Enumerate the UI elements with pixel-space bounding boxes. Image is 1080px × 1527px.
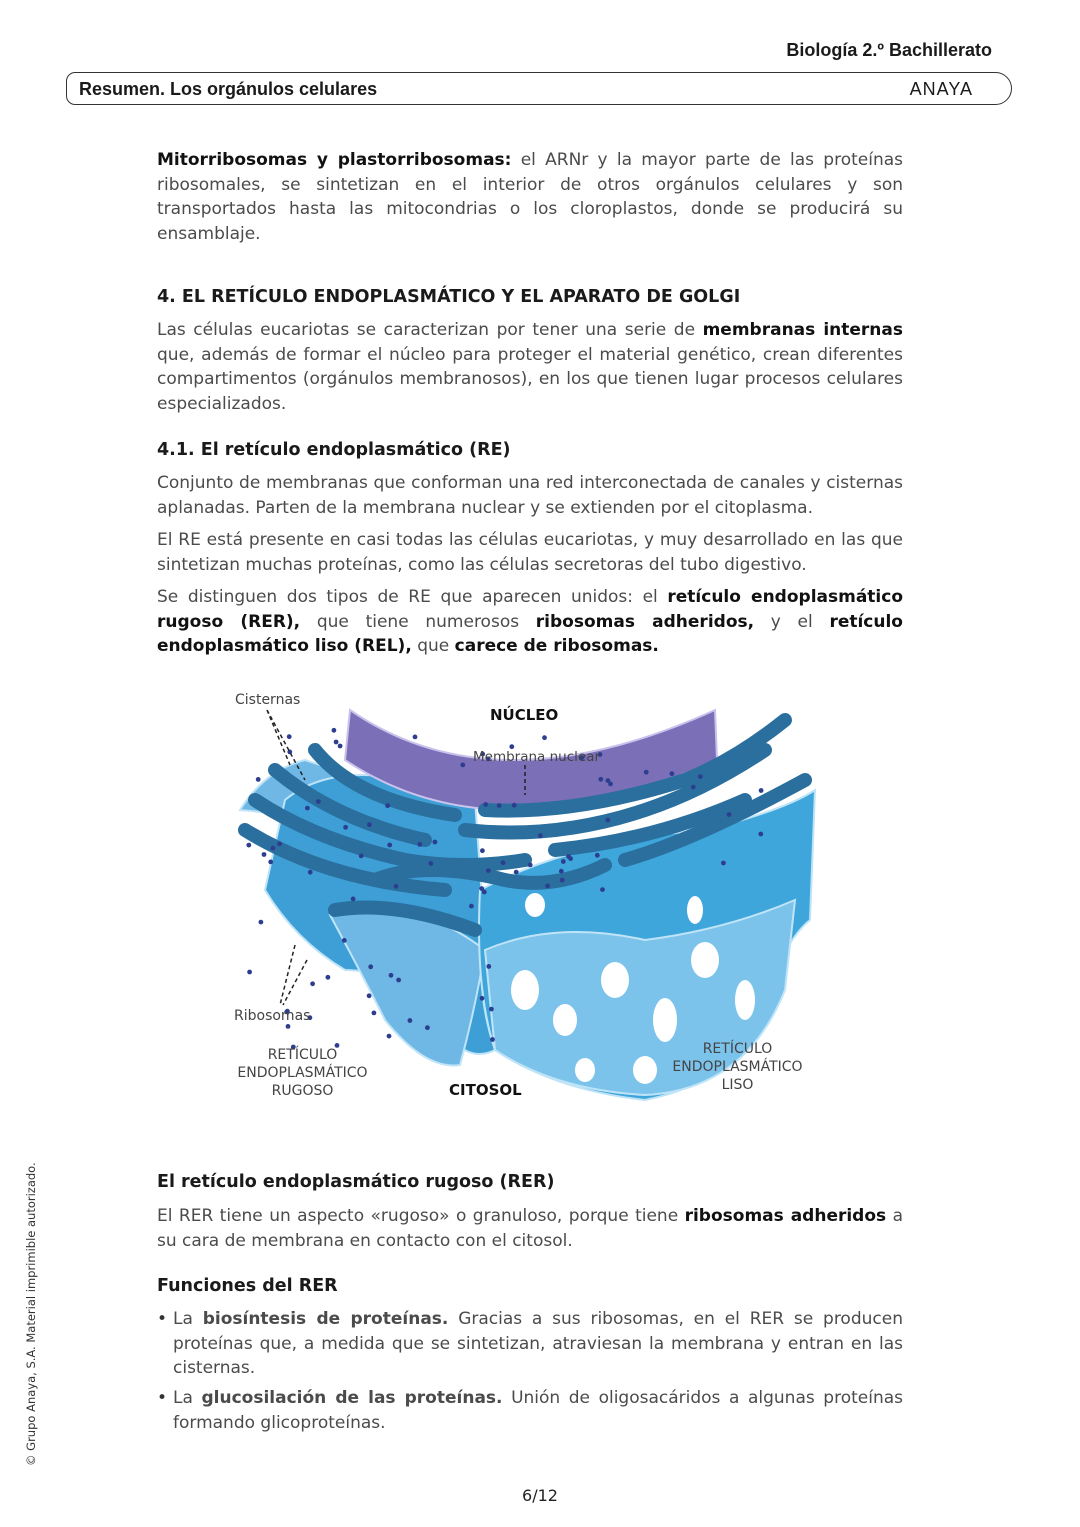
ribosome [413,735,418,740]
ribosome [486,964,491,969]
pore [525,893,545,917]
label-ribosomas: Ribosomas [234,1008,311,1024]
ribosome [490,1037,495,1042]
pore [735,980,755,1020]
ribosome [259,920,264,925]
ribosome [268,860,273,865]
ribosome [595,853,600,858]
text: Se distinguen dos tipos de RE que aparecen unidos: el [157,587,668,607]
ribosome [433,840,438,845]
ribosome [308,870,313,875]
text: Unión de oligosacáridos a algunas proteínas formando glicoproteínas. [173,1388,903,1433]
ribosome [469,904,474,909]
label-citosol: CITOSOL [449,1081,522,1099]
ribosome [359,854,364,859]
page-number: 6/12 [522,1486,558,1505]
ribosome [460,763,465,768]
section-header-bar [66,72,1012,105]
ribosome [670,771,675,776]
label-rer [230,1046,375,1100]
bold-text: retículo endoplasmático rugoso (RER), [157,587,904,632]
ribosome [247,970,252,975]
ribosome [310,981,315,986]
label-rel-line: ENDOPLASMÁTICO [672,1059,803,1075]
bullet-item [157,1307,903,1381]
ribosome [566,854,571,859]
pore [575,1058,595,1082]
paragraph [157,1204,903,1253]
ribosome [528,863,533,868]
ribosome [429,861,434,866]
bold-text: retículo endoplasmático liso (REL), [157,611,903,656]
ribosome [480,996,485,1001]
label-rel-line: LISO [721,1077,754,1093]
text: La [173,1309,203,1329]
text: El RER tiene un aspecto «rugoso» o granuloso, porque tiene [157,1206,685,1226]
section-title: Resumen. Los orgánulos celulares [79,79,378,99]
ribosome [334,740,339,745]
ribosome [605,818,610,823]
ribosome [600,887,605,892]
ribosome [501,860,506,865]
ribosome [486,868,491,873]
ribosome [305,806,310,811]
ribosome [316,799,321,804]
ribosome [542,735,547,740]
ribosome [559,869,564,874]
bold-text: carece de ribosomas. [454,636,659,656]
text: el ARNr y la mayor parte de las proteínas ribosomales, se sintetizan en el interior de otros orgánulos celulares y son transportados hasta las mitocondrias o los cloroplastos, donde se producirá su ensamblaje. [157,150,903,244]
pore [691,942,719,978]
ribosome [489,1007,494,1012]
ribosome [343,825,348,830]
ribosome [372,1011,377,1016]
text: Gracias a sus ribosomas, en el RER se producen proteínas que, a medida que se sintetizan, atraviesan la membrana y entran en las cisternas. [173,1309,903,1378]
ribosome [387,843,392,848]
ribosome [408,1018,413,1023]
pore [601,962,629,998]
ribosome [417,842,422,847]
ribosome [497,803,502,808]
section-heading: Funciones del RER [157,1276,338,1296]
ribosome [691,785,696,790]
text: Conjunto de membranas que conforman una red interconectada de canales y cisternas aplanadas. Parten de la membrana nuclear y se extienden por el citoplasma. [157,473,903,518]
paragraph [157,148,903,246]
text: El RE está presente en casi todas las células eucariotas, y muy desarrollado en las que sintetizan muchas proteínas, como las células secretoras del tubo digestivo. [157,530,903,575]
label-membrana-nuclear: Membrana nuclear [473,749,601,765]
copyright-note: © Grupo Anaya, S.A. Material imprimible autorizado. [24,1162,38,1466]
paragraph [157,585,903,659]
bold-text: glucosilación de las proteínas. [201,1388,503,1408]
text: Las células eucariotas se caracterizan por tener una serie de [157,320,703,340]
ribosome [608,782,613,787]
ribosome [271,846,276,851]
section-heading: El retículo endoplasmático rugoso (RER) [157,1172,555,1192]
text: que, además de formar el núcleo para proteger el material genético, crean diferentes compartimentos (orgánulos membranosos), en los que tienen lugar procesos celulares especializados. [157,344,903,414]
paragraph [157,528,903,577]
ribosome [483,802,488,807]
ribosome [545,884,550,889]
pore [553,1004,577,1036]
pore [687,896,703,924]
ribosome [342,938,347,943]
ribosome [332,728,337,733]
ribosome [561,859,566,864]
ribosome [698,774,703,779]
anaya-logo: ANAYA [909,79,973,99]
label-cisternas: Cisternas [235,692,301,708]
subject-title: Biología 2.º Bachillerato [786,40,992,60]
bold-text: membranas internas [702,320,903,340]
text: a su cara de membrana en contacto con el citosol. [157,1206,903,1251]
text: La [173,1388,202,1408]
pore [633,1056,657,1084]
section-heading: 4. EL RETÍCULO ENDOPLASMÁTICO Y EL APARATO DE GOLGI [157,287,741,307]
ribosome [351,897,356,902]
ribosome [387,1034,392,1039]
ribosome [246,843,251,848]
ribosome [480,848,485,853]
ribosome [644,770,649,775]
ribosome [287,734,292,739]
ribosome [389,973,394,978]
bold-text: ribosomas adheridos [684,1206,887,1226]
er-diagram [225,690,825,1110]
ribosome [727,812,732,817]
paragraph [157,471,903,520]
ribosome [368,964,373,969]
ribosome [512,803,517,808]
ribosome [385,803,390,808]
pore [653,998,677,1042]
bullet-item [157,1386,903,1435]
ribosome [262,852,267,857]
section-heading: 4.1. El retículo endoplasmático (RE) [157,440,511,460]
label-nucleo: NÚCLEO [490,706,559,724]
ribosome [514,870,519,875]
ribosome [598,777,603,782]
label-rel-line: RETÍCULO [702,1041,773,1057]
bold-text: biosíntesis de proteínas. [202,1309,449,1329]
ribosome [479,886,484,891]
ribosome [758,832,763,837]
ribosome [367,822,372,827]
bold-text: ribosomas adheridos, [535,611,755,632]
ribosome [538,833,543,838]
ribosome [425,1025,430,1030]
ribosome [759,788,764,793]
ribosome [367,993,372,998]
ribosome [256,777,261,782]
text: que tiene numerosos [300,611,536,632]
pore [511,970,539,1010]
ribosome [326,975,331,980]
label-rer-line: ENDOPLASMÁTICO [237,1065,368,1081]
ribosome [560,878,565,883]
text: y el [754,611,830,632]
label-rer-line: RUGOSO [271,1083,334,1099]
ribosome [394,884,399,889]
ribosome [277,841,282,846]
ribosome [721,861,726,866]
ribosome [338,744,343,749]
bold-text: Mitorribosomas y plastorribosomas: [157,150,512,170]
ribosome [396,978,401,983]
label-rer-line: RETÍCULO [267,1047,338,1063]
text: que [411,636,455,656]
paragraph [157,318,903,416]
label-rel [665,1040,810,1094]
